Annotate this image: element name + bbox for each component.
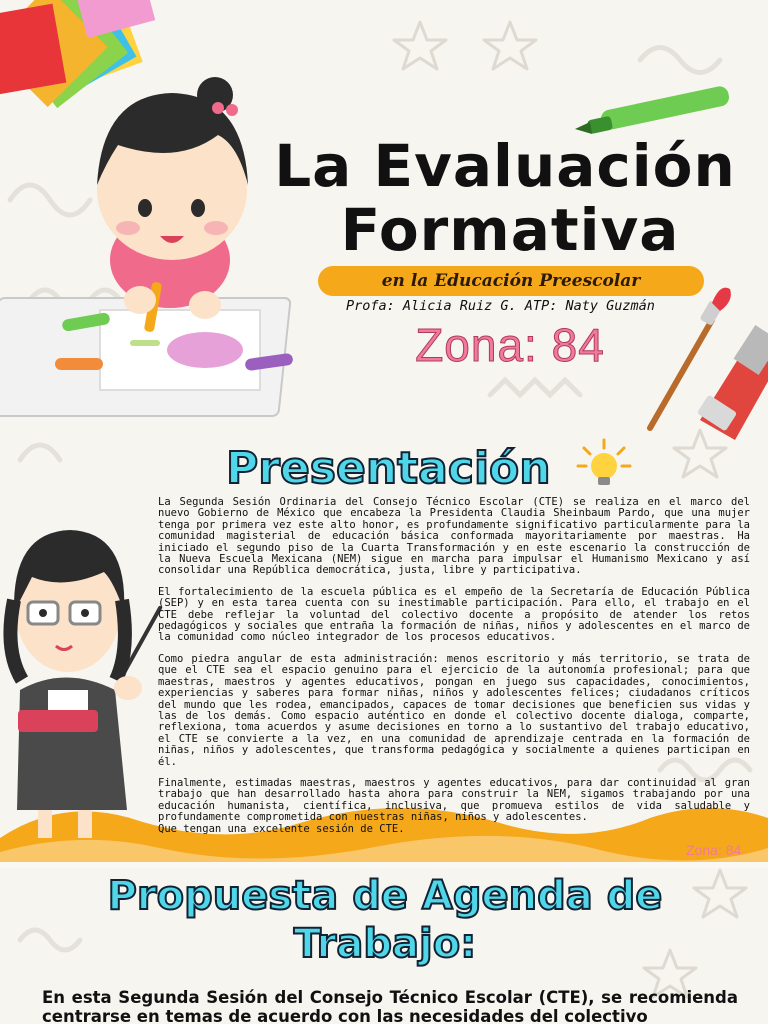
paragraph: Que tengan una excelente sesión de CTE. bbox=[158, 822, 405, 835]
paint-tube-icon bbox=[697, 325, 768, 440]
star-doodle-icon bbox=[484, 22, 536, 69]
credits-line: Profa: Alicia Ruiz G. ATP: Naty Guzmán bbox=[346, 298, 655, 314]
section-title-agenda: Propuesta de Agenda de Trabajo: bbox=[107, 873, 663, 967]
marker-icon bbox=[575, 85, 731, 135]
section-title-presentacion: Presentación bbox=[226, 443, 551, 494]
squiggle-doodle bbox=[20, 445, 60, 460]
zigzag-doodle bbox=[490, 380, 580, 395]
star-doodle-icon bbox=[674, 430, 726, 477]
origami-paper-icon bbox=[0, 0, 155, 108]
zona-footer-label: Zona: 84 bbox=[686, 842, 742, 858]
star-doodle-icon bbox=[394, 22, 446, 69]
paragraph: Como piedra angular de esta administración: menos escritorio y más territorio, se trata de que el CTE sea el espacio genuino para el ejercicio de la autonomía profesional; para que maestras, maestros y agentes educativos, pongan en juego sus capacidades, conocimientos, experiencias y saberes para formar niñas, niños y adolescentes felices; ciudadanos críticos del mundo que les rodea, emancipados, capaces de tomar decisiones que beneficien sus vidas y las de los demás. Como espacio auténtico en donde el colectivo docente dialoga, comparte, reflexiona, toma acuerdos y asume decisiones en torno a lo sustantivo del trabajo educativo, el CTE se convierte a la vez, en una comunidad de aprendizaje centrada en la formación de niñas, niños y adolescentes, que transforma pedagógica y socialmente a quienes participan en él. bbox=[158, 652, 750, 768]
lightbulb-icon bbox=[578, 440, 630, 485]
title-line-1: La Evaluación bbox=[274, 132, 736, 200]
subtitle-banner: en la Educación Preescolar bbox=[318, 266, 704, 296]
squiggle-doodle bbox=[640, 48, 720, 73]
title-line-2: Formativa bbox=[340, 196, 680, 264]
paragraph: Finalmente, estimadas maestras, maestros y agentes educativos, para dar continuidad al gran trabajo que han desarrollado hasta ahora para construir la NEM, sigamos trabajando por una educación humanista, científica, inclusiva, que promueva estilos de vida saludable y profundamente comprometida con nuestras niñas, niños y adolescentes. bbox=[158, 776, 750, 824]
paragraph: El fortalecimiento de la escuela pública es el empeño de la Secretaría de Educación Pública (SEP) y en esta tarea cuenta con su inestimable participación. Para ello, el trabajo en el CTE debe reflejar la voluntad del colectivo docente a propósito de atender los retos pedagógicos y sociales que entraña la formación de niñas, niños y adolescentes en el marco de la comunidad como núcleo integrador de los procesos educativos. bbox=[158, 585, 750, 644]
teacher-illustration bbox=[10, 530, 160, 838]
agenda-intro-text: En esta Segunda Sesión del Consejo Técnico Escolar (CTE), se recomienda centrarse en temas de acuerdo con las necesidades del colectivo bbox=[42, 988, 738, 1024]
girl-drawing-illustration bbox=[0, 77, 294, 416]
paragraph: La Segunda Sesión Ordinaria del Consejo Técnico Escolar (CTE) se realiza en el marco del nuevo Gobierno de México que encabeza la Presidenta Claudia Sheinbaum Pardo, que una mujer tenga por primera vez este alto honor, es profundamente significativo particularmente para la comunidad magisterial de educación básica conformada mayoritariamente por maestras. Ha iniciado el segundo piso de la Cuarta Transformación y en este escenario la construcción de la Nueva Escuela Mexicana (NEM) sigue en marcha para impulsar el Humanismo Mexicano y así consolidar una República democrática, justa, libre y participativa. bbox=[158, 496, 750, 577]
zona-label: Zona: 84 bbox=[415, 319, 605, 371]
squiggle-doodle bbox=[10, 185, 90, 215]
presentacion-body bbox=[158, 497, 750, 835]
